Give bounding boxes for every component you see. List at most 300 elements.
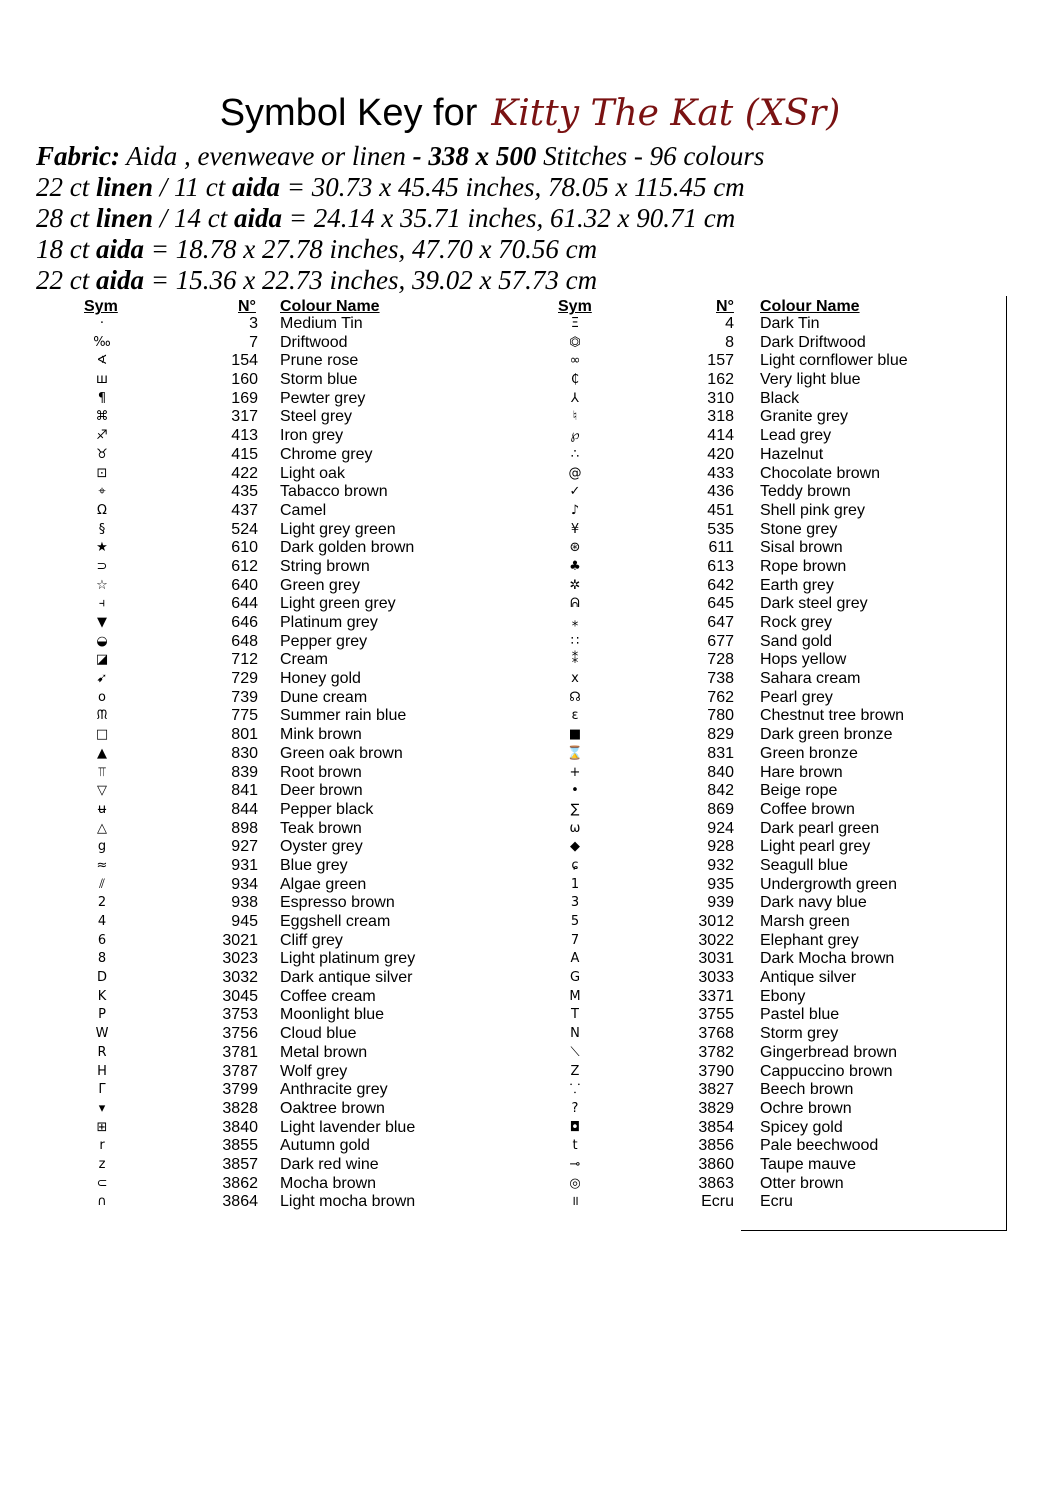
- key-row: [520, 838, 1020, 857]
- symbol-glyph: ⊃: [96, 558, 108, 574]
- colour-name: Dark Mocha brown: [760, 950, 895, 968]
- colour-number: 3829: [698, 1099, 734, 1117]
- symbol-glyph: P: [98, 1007, 106, 1023]
- symbol-glyph: ★: [96, 540, 108, 556]
- colour-number: 728: [707, 651, 734, 669]
- symbol-glyph: ◆: [570, 839, 580, 855]
- colour-number: 3862: [222, 1174, 258, 1192]
- colour-number: 642: [707, 576, 734, 594]
- symbol-glyph: ▲: [97, 745, 107, 761]
- key-row: [0, 651, 520, 670]
- colour-name: Very light blue: [760, 371, 861, 389]
- colour-number: 3031: [698, 950, 734, 968]
- colour-name: Eggshell cream: [280, 913, 391, 930]
- key-row: [520, 1025, 1020, 1044]
- symbol-glyph: ∞: [569, 353, 581, 369]
- key-row: [520, 371, 1020, 390]
- fabric-text: aida: [232, 172, 281, 202]
- colour-name: Pepper grey: [280, 632, 368, 650]
- key-row: [520, 820, 1020, 839]
- symbol-glyph: ∑: [570, 801, 580, 817]
- symbol-glyph: Ω: [97, 502, 107, 518]
- header-number: N°: [238, 298, 256, 315]
- key-column-right: [520, 297, 1020, 1212]
- colour-number: 3045: [222, 987, 258, 1005]
- colour-number: 924: [707, 819, 734, 837]
- key-row: [0, 633, 520, 652]
- colour-name: Tabacco brown: [280, 483, 388, 501]
- colour-number: 3855: [222, 1137, 258, 1155]
- colour-number: 3768: [698, 1025, 734, 1043]
- symbol-glyph: △: [97, 820, 107, 836]
- colour-number: 4: [725, 315, 734, 332]
- symbol-glyph: ₵: [570, 372, 580, 388]
- colour-name: Coffee brown: [760, 800, 855, 818]
- colour-number: 3021: [222, 931, 258, 949]
- colour-number: 3857: [222, 1155, 258, 1173]
- colour-number: 3854: [698, 1118, 734, 1136]
- key-row: [0, 465, 520, 484]
- key-row: [520, 1119, 1020, 1138]
- colour-number: 612: [231, 557, 258, 575]
- colour-number: 928: [707, 838, 734, 856]
- fabric-text: Aida , evenweave or linen: [120, 141, 413, 171]
- colour-name: Summer rain blue: [280, 707, 407, 725]
- colour-name: Lead grey: [760, 427, 832, 445]
- symbol-glyph: ✲: [569, 577, 581, 593]
- symbol-glyph: ≈: [96, 857, 108, 873]
- symbol-glyph: ▾: [98, 1100, 106, 1116]
- colour-name: Dark golden brown: [280, 539, 415, 557]
- colour-name: Honey gold: [280, 670, 361, 688]
- symbol-glyph: ✓: [569, 484, 581, 500]
- symbol-glyph: A: [570, 951, 580, 967]
- column-header: [0, 297, 520, 315]
- colour-number: 841: [231, 782, 258, 800]
- colour-number: 611: [708, 539, 734, 557]
- key-column-left: [0, 297, 520, 1212]
- colour-number: 3371: [698, 987, 734, 1005]
- symbol-glyph: ᕱ: [570, 596, 580, 612]
- colour-number: 3787: [222, 1062, 258, 1080]
- key-row: [0, 1063, 520, 1082]
- colour-number: 801: [231, 726, 258, 744]
- colour-number: 646: [231, 614, 258, 631]
- table-border-bottom: [741, 1230, 1007, 1231]
- colour-name: Granite grey: [760, 408, 849, 426]
- colour-name: Dark navy blue: [760, 894, 867, 912]
- symbol-glyph: ¶: [97, 390, 107, 406]
- key-row: [520, 689, 1020, 708]
- symbol-glyph: 4: [97, 914, 107, 929]
- key-row: [0, 502, 520, 521]
- colour-name: Sisal brown: [760, 539, 843, 557]
- colour-name: Ochre brown: [760, 1099, 852, 1117]
- symbol-key-table: [0, 297, 1060, 1237]
- colour-number: 415: [231, 445, 258, 463]
- colour-name: Chrome grey: [280, 445, 373, 463]
- symbol-glyph: t: [572, 1138, 578, 1154]
- colour-number: 3856: [698, 1137, 734, 1155]
- colour-name: Light oak: [280, 464, 345, 482]
- key-row: [0, 1044, 520, 1063]
- key-row: [0, 670, 520, 689]
- colour-name: Gingerbread brown: [760, 1043, 897, 1061]
- colour-number: 422: [231, 464, 258, 482]
- colour-number: 775: [231, 707, 258, 725]
- colour-name: Hare brown: [760, 763, 843, 781]
- fabric-text: 28 ct: [36, 203, 96, 233]
- colour-name: Light green grey: [280, 595, 396, 613]
- symbol-glyph: ℘: [570, 428, 580, 444]
- key-row: [520, 1175, 1020, 1194]
- key-row: [520, 465, 1020, 484]
- symbol-glyph: §: [98, 521, 106, 537]
- symbol-glyph: ⌘: [95, 409, 109, 425]
- colour-number: 842: [707, 782, 734, 800]
- fabric-line: [36, 172, 764, 203]
- key-rows-left: [0, 315, 520, 1212]
- colour-number: 712: [231, 651, 258, 669]
- symbol-glyph: ⊛: [569, 540, 581, 556]
- symbol-glyph: g: [97, 839, 107, 855]
- fabric-line: [36, 203, 764, 234]
- key-row: [520, 670, 1020, 689]
- colour-number: Ecru: [701, 1193, 734, 1211]
- colour-number: 898: [231, 819, 258, 837]
- key-row: [520, 427, 1020, 446]
- symbol-glyph: ᙏ: [96, 708, 108, 724]
- colour-name: Sand gold: [760, 632, 833, 650]
- colour-name: Cream: [280, 651, 329, 669]
- colour-number: 154: [231, 352, 258, 370]
- colour-number: 3828: [222, 1099, 258, 1117]
- colour-name: Algae green: [280, 875, 367, 893]
- symbol-glyph: r: [99, 1138, 105, 1154]
- key-row: [520, 782, 1020, 801]
- colour-name: Oyster grey: [280, 838, 363, 856]
- colour-number: 433: [707, 464, 734, 482]
- fabric-text: linen: [96, 172, 154, 202]
- colour-name: Storm grey: [760, 1025, 839, 1043]
- symbol-glyph: z: [98, 1156, 106, 1172]
- colour-number: 927: [231, 838, 258, 856]
- key-row: [0, 726, 520, 745]
- colour-number: 945: [231, 913, 258, 930]
- colour-number: 3753: [222, 1006, 258, 1024]
- colour-number: 839: [231, 763, 258, 781]
- fabric-text: Stitches - 96 colours: [536, 141, 765, 171]
- colour-number: 3790: [698, 1062, 734, 1080]
- key-row: [0, 689, 520, 708]
- key-row: [520, 876, 1020, 895]
- key-row: [520, 950, 1020, 969]
- key-row: [520, 558, 1020, 577]
- key-row: [520, 1081, 1020, 1100]
- symbol-glyph: ☆: [96, 577, 108, 593]
- colour-number: 3840: [222, 1118, 258, 1136]
- fabric-text: 18 ct: [36, 234, 96, 264]
- colour-name: Cloud blue: [280, 1025, 357, 1043]
- key-row: [0, 1081, 520, 1100]
- fabric-text: - 338 x 500: [412, 141, 537, 171]
- key-row: [520, 315, 1020, 334]
- colour-number: 3032: [222, 969, 258, 987]
- symbol-glyph: ⏣: [569, 334, 581, 350]
- header-colour-name: Colour Name: [760, 298, 860, 315]
- symbol-glyph: W: [95, 1026, 109, 1042]
- symbol-glyph: ⸪: [569, 1082, 581, 1098]
- symbol-glyph: o: [98, 689, 106, 705]
- colour-number: 762: [707, 688, 734, 706]
- symbol-glyph: T: [571, 1007, 579, 1023]
- key-row: [0, 427, 520, 446]
- colour-name: Driftwood: [280, 333, 348, 351]
- colour-number: 935: [707, 875, 734, 893]
- key-row: [0, 1006, 520, 1025]
- symbol-glyph: ■: [568, 727, 582, 743]
- symbol-glyph: D: [96, 970, 107, 986]
- key-row: [520, 1063, 1020, 1082]
- colour-name: Oaktree brown: [280, 1099, 385, 1117]
- key-row: [520, 651, 1020, 670]
- colour-name: Sahara cream: [760, 670, 861, 688]
- symbol-glyph: ▼: [97, 615, 107, 630]
- key-row: [0, 764, 520, 783]
- colour-name: Light lavender blue: [280, 1118, 416, 1136]
- key-row: [0, 969, 520, 988]
- colour-number: 938: [231, 894, 258, 912]
- key-row: [0, 334, 520, 353]
- fabric-text: 22 ct: [36, 265, 96, 295]
- key-row: [0, 1119, 520, 1138]
- colour-number: 3799: [222, 1081, 258, 1099]
- colour-name: Storm blue: [280, 371, 358, 389]
- symbol-glyph: G: [569, 970, 581, 986]
- symbol-glyph: ɛ: [571, 708, 579, 724]
- colour-name: Antique silver: [760, 969, 857, 987]
- symbol-glyph: ⫞: [98, 596, 106, 612]
- colour-number: 3827: [698, 1081, 734, 1099]
- key-rows-right: [520, 315, 1020, 1212]
- key-row: [520, 1193, 1020, 1212]
- colour-number: 738: [707, 670, 734, 688]
- colour-number: 934: [231, 875, 258, 893]
- symbol-glyph: ⫽: [99, 876, 105, 892]
- colour-name: Camel: [280, 501, 327, 519]
- key-row: [520, 707, 1020, 726]
- key-row: [0, 988, 520, 1007]
- colour-number: 677: [707, 632, 734, 650]
- symbol-glyph: +: [569, 764, 581, 780]
- header-sym: Sym: [84, 298, 118, 315]
- colour-name: Dark Driftwood: [760, 333, 866, 351]
- fabric-text: linen: [96, 203, 154, 233]
- key-row: [520, 894, 1020, 913]
- colour-number: 739: [231, 688, 258, 706]
- key-row: [0, 857, 520, 876]
- colour-number: 318: [707, 408, 734, 426]
- colour-name: Elephant grey: [760, 931, 859, 949]
- colour-number: 3864: [222, 1193, 258, 1211]
- symbol-glyph: 5: [570, 914, 580, 929]
- key-row: [520, 595, 1020, 614]
- colour-number: 310: [707, 389, 734, 407]
- key-row: [0, 595, 520, 614]
- colour-number: 932: [707, 856, 734, 874]
- colour-name: Mocha brown: [280, 1174, 377, 1192]
- colour-name: Pastel blue: [760, 1006, 840, 1024]
- column-header: [520, 297, 1020, 315]
- fabric-text: = 30.73 x 45.45 inches, 78.05 x 115.45 cm: [280, 172, 745, 202]
- key-row: [520, 913, 1020, 932]
- colour-number: 640: [231, 576, 258, 594]
- fabric-line: [36, 141, 764, 172]
- symbol-glyph: ∩: [97, 1194, 107, 1210]
- colour-name: Green grey: [280, 576, 361, 594]
- colour-number: 829: [707, 726, 734, 744]
- colour-name: Black: [760, 389, 800, 407]
- colour-number: 7: [249, 333, 258, 351]
- key-row: [520, 446, 1020, 465]
- colour-number: 317: [231, 408, 258, 426]
- symbol-glyph: ▽: [97, 783, 107, 799]
- symbol-glyph: ⊂: [96, 1175, 108, 1191]
- colour-name: Rock grey: [760, 614, 833, 631]
- colour-name: Coffee cream: [280, 987, 376, 1005]
- colour-number: 3033: [698, 969, 734, 987]
- symbol-glyph: H: [97, 1063, 107, 1079]
- fabric-text: = 15.36 x 22.73 inches, 39.02 x 57.73 cm: [144, 265, 598, 295]
- colour-number: 3755: [698, 1006, 734, 1024]
- colour-name: Deer brown: [280, 782, 363, 800]
- colour-name: Light grey green: [280, 520, 396, 538]
- key-row: [0, 390, 520, 409]
- colour-number: 169: [231, 389, 258, 407]
- key-row: [0, 894, 520, 913]
- fabric-info: [36, 141, 764, 296]
- key-row: [0, 801, 520, 820]
- key-row: [0, 614, 520, 633]
- key-row: [520, 633, 1020, 652]
- fabric-line: [36, 265, 764, 296]
- header-number: N°: [716, 298, 734, 315]
- colour-name: Iron grey: [280, 427, 344, 445]
- key-row: [520, 726, 1020, 745]
- colour-name: Pepper black: [280, 800, 374, 818]
- symbol-glyph: ◘: [569, 1119, 581, 1135]
- symbol-glyph: ⁑: [571, 652, 579, 668]
- fabric-text: = 24.14 x 35.71 inches, 61.32 x 90.71 cm: [282, 203, 736, 233]
- colour-name: Dark steel grey: [760, 595, 868, 613]
- symbol-glyph: ∢: [96, 353, 108, 369]
- key-row: [0, 838, 520, 857]
- colour-number: 939: [707, 894, 734, 912]
- colour-name: Pewter grey: [280, 389, 366, 407]
- symbol-glyph: ¥: [570, 521, 580, 537]
- symbol-glyph: ♉: [96, 446, 108, 462]
- key-row: [520, 408, 1020, 427]
- symbol-glyph: ?: [571, 1100, 579, 1116]
- symbol-glyph: ·: [99, 316, 105, 331]
- symbol-glyph: 7: [570, 932, 580, 948]
- key-row: [0, 745, 520, 764]
- colour-name: Green bronze: [760, 744, 858, 762]
- colour-name: Dark Tin: [760, 315, 820, 332]
- symbol-glyph: 1: [570, 876, 580, 892]
- colour-number: 830: [231, 744, 258, 762]
- colour-name: Green oak brown: [280, 744, 403, 762]
- header-sym: Sym: [558, 298, 592, 315]
- key-row: [0, 483, 520, 502]
- colour-name: Light cornflower blue: [760, 352, 908, 370]
- colour-number: 451: [707, 501, 734, 519]
- colour-number: 844: [231, 800, 258, 818]
- colour-number: 613: [707, 557, 734, 575]
- fabric-line: [36, 234, 764, 265]
- colour-name: Stone grey: [760, 520, 838, 538]
- key-row: [520, 1006, 1020, 1025]
- colour-number: 414: [707, 427, 734, 445]
- symbol-glyph: ⊞: [96, 1119, 108, 1135]
- colour-number: 648: [231, 632, 258, 650]
- pattern-name: Kitty The Kat (XSr): [491, 93, 841, 134]
- symbol-glyph: K: [97, 988, 107, 1004]
- key-row: [0, 1156, 520, 1175]
- colour-name: Teddy brown: [760, 483, 851, 501]
- colour-number: 840: [707, 763, 734, 781]
- symbol-glyph: ⟍: [570, 1044, 580, 1060]
- key-row: [520, 1137, 1020, 1156]
- symbol-glyph: R: [97, 1044, 107, 1060]
- colour-number: 524: [231, 520, 258, 538]
- key-row: [0, 913, 520, 932]
- colour-name: String brown: [280, 557, 370, 575]
- colour-name: Chocolate brown: [760, 464, 881, 482]
- title-prefix: Symbol Key for: [219, 92, 478, 134]
- symbol-glyph: ш: [96, 372, 108, 388]
- key-row: [520, 352, 1020, 371]
- colour-number: 435: [231, 483, 258, 501]
- key-row: [0, 1175, 520, 1194]
- colour-name: Light pearl grey: [760, 838, 871, 856]
- symbol-glyph: 8: [97, 951, 107, 967]
- symbol-glyph: ∴: [570, 446, 580, 462]
- symbol-glyph: ω: [569, 820, 581, 836]
- colour-name: Otter brown: [760, 1174, 844, 1192]
- colour-name: Hazelnut: [760, 445, 824, 463]
- colour-name: Moonlight blue: [280, 1006, 385, 1024]
- colour-name: Root brown: [280, 763, 362, 781]
- colour-name: Steel grey: [280, 408, 353, 426]
- key-row: [0, 1193, 520, 1212]
- key-row: [0, 1137, 520, 1156]
- colour-name: Dark green bronze: [760, 726, 893, 744]
- colour-name: Mink brown: [280, 726, 362, 744]
- symbol-glyph: Z: [570, 1063, 580, 1079]
- symbol-glyph: ⌖: [98, 484, 106, 500]
- key-row: [0, 521, 520, 540]
- symbol-glyph: ɕ: [571, 857, 579, 873]
- key-row: [0, 408, 520, 427]
- colour-name: Seagull blue: [760, 856, 849, 874]
- colour-number: 780: [707, 707, 734, 725]
- colour-name: Espresso brown: [280, 894, 395, 912]
- symbol-glyph: ♮: [572, 409, 578, 425]
- symbol-glyph: ⊸: [569, 1156, 581, 1172]
- key-row: [520, 857, 1020, 876]
- colour-number: 3781: [222, 1043, 258, 1061]
